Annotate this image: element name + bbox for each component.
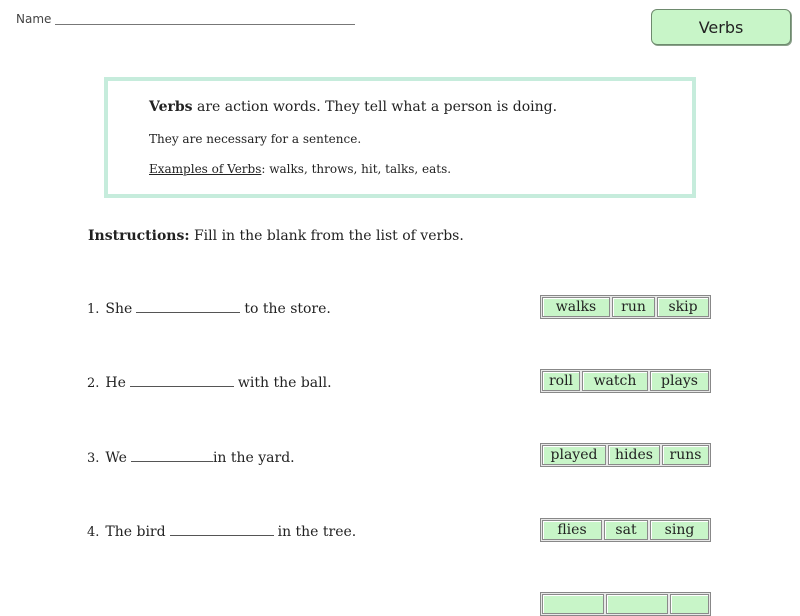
question-2 (87, 375, 332, 391)
question-before: He (105, 375, 126, 391)
question-after: with the ball. (237, 375, 332, 391)
question-after: to the store. (244, 301, 331, 317)
definition-line (149, 99, 557, 115)
choice-list-5 (540, 592, 711, 616)
choice-sat[interactable]: sat (604, 520, 648, 540)
choice-roll[interactable]: roll (542, 371, 580, 391)
question-3 (87, 450, 295, 466)
question-number: 2. (87, 376, 100, 391)
choice-played[interactable]: played (542, 445, 606, 465)
worksheet-title: Verbs (698, 17, 744, 37)
choice-walks[interactable]: walks (542, 297, 610, 317)
choice-hides[interactable]: hides (608, 445, 660, 465)
answer-blank[interactable] (136, 312, 240, 313)
question-number: 1. (87, 302, 100, 317)
choice-list-3 (540, 443, 711, 467)
name-field (16, 12, 355, 26)
question-before: The bird (105, 524, 166, 540)
question-1 (87, 301, 331, 317)
question-4 (87, 524, 356, 540)
examples-line (149, 162, 451, 176)
question-number: 3. (87, 451, 100, 466)
answer-blank[interactable] (170, 535, 274, 536)
necessity-line: They are necessary for a sentence. (149, 132, 362, 146)
name-blank-line[interactable] (55, 24, 355, 25)
definition-box (104, 77, 696, 198)
definition-term: Verbs (149, 99, 193, 115)
choice-item[interactable] (542, 594, 604, 614)
instructions-label: Instructions: (88, 228, 190, 244)
worksheet-title-badge (651, 9, 791, 45)
choice-list-2 (540, 369, 711, 393)
answer-blank[interactable] (130, 386, 234, 387)
choice-run[interactable]: run (612, 297, 655, 317)
choice-skip[interactable]: skip (657, 297, 709, 317)
instructions-text: Fill in the blank from the list of verbs. (189, 228, 464, 244)
choice-flies[interactable]: flies (542, 520, 602, 540)
question-after: in the yard. (212, 450, 295, 466)
choice-sing[interactable]: sing (650, 520, 709, 540)
choice-item[interactable] (606, 594, 668, 614)
examples-text: : walks, throws, hit, talks, eats. (261, 162, 452, 176)
answer-blank[interactable] (131, 461, 213, 462)
question-after: in the tree. (277, 524, 357, 540)
examples-label: Examples of Verbs (149, 162, 262, 176)
choice-runs[interactable]: runs (662, 445, 709, 465)
choice-watch[interactable]: watch (582, 371, 648, 391)
choice-item[interactable] (670, 594, 709, 614)
name-label: Name (16, 12, 52, 26)
choice-list-4 (540, 518, 711, 542)
question-before: We (105, 450, 127, 466)
instructions (88, 228, 464, 244)
question-number: 4. (87, 525, 100, 540)
definition-text: are action words. They tell what a person is doing. (192, 99, 558, 115)
choice-list-1 (540, 295, 711, 319)
choice-plays[interactable]: plays (650, 371, 709, 391)
question-before: She (105, 301, 133, 317)
